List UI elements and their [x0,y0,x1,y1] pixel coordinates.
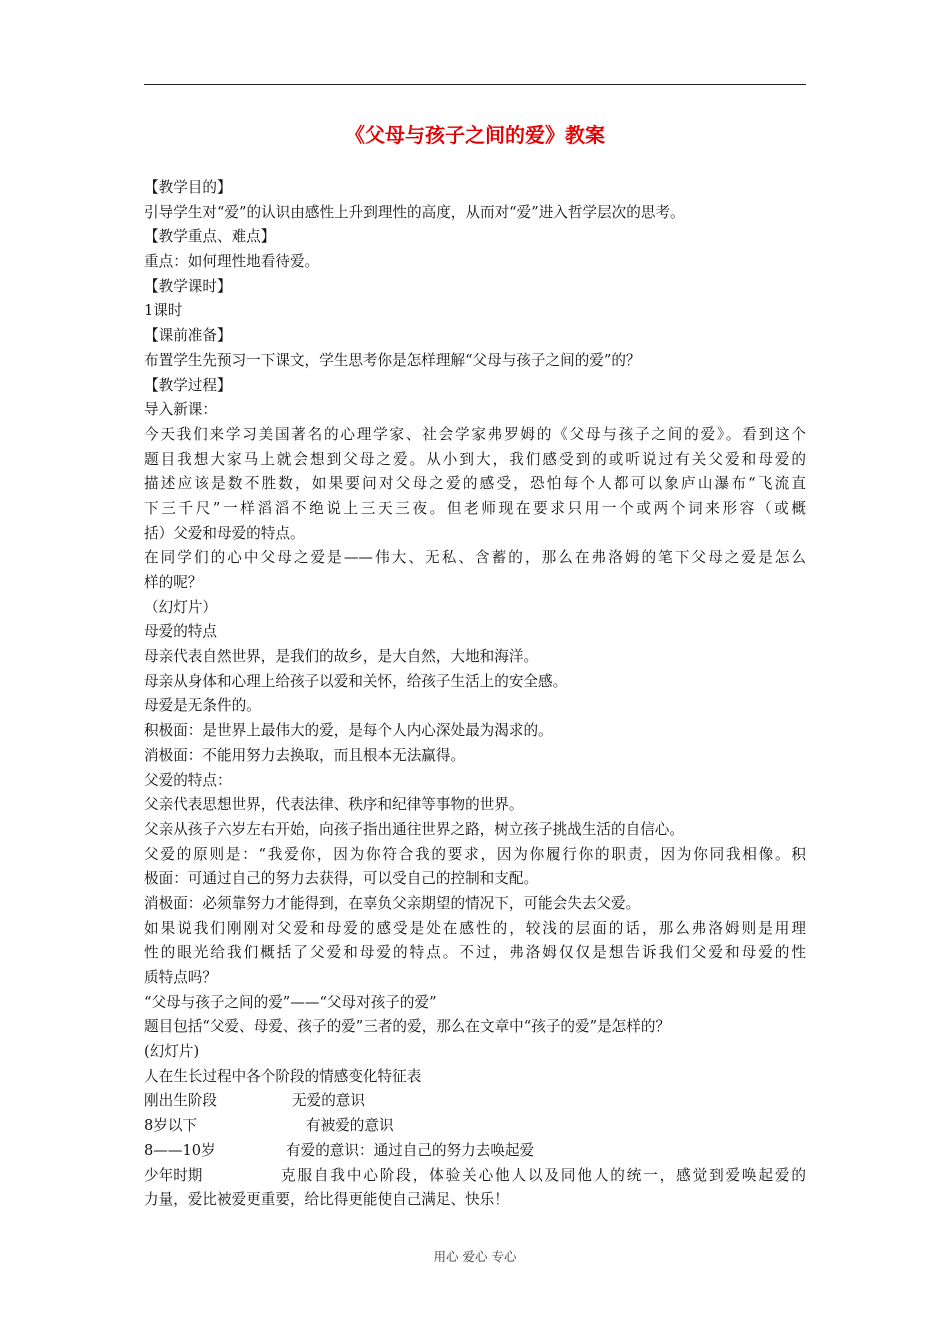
stage-table-title: 人在生长过程中各个阶段的情感变化特征表 [144,1067,422,1085]
objective-text: 引导学生对“爱”的认识由感性上升到理性的高度，从而对“爱”进入哲学层次的思考。 [144,203,685,221]
slide-note: （幻灯片） [144,598,217,616]
mother-love-title: 母爱的特点 [144,623,217,641]
mother-love-point: 消极面：不能用努力去换取，而且根本无法赢得。 [144,746,466,764]
father-love-point: 消极面：必须靠努力才能得到，在辜负父亲期望的情况下，可能会失去父爱。 [144,894,641,912]
mother-love-point: 母爱是无条件的。 [144,697,261,715]
intro-line: 括）父爱和母爱的特点。 [144,524,305,542]
analysis-line: 如果说我们刚刚对父爱和母爱的感受是处在感性的，较浅的层面的话，那么弗洛姆则是用理 [144,919,806,937]
slide-note: (幻灯片) [144,1043,200,1061]
section-heading-preparation: 【课前准备】 [144,327,232,345]
mother-love-point: 母亲从身体和心理上给孩子以爱和关怀，给孩子生活上的安全感。 [144,672,568,690]
stage-description: 有爱的意识：通过自己的努力去唤起爱 [286,1141,535,1159]
analysis-line: 质特点吗？ [144,969,217,986]
analysis-line: 性的眼光给我们概括了父爱和母爱的特点。不过，弗洛姆仅仅是想告诉我们父爱和母爱的性 [144,944,806,962]
stage-name: 8——10岁 [144,1141,216,1159]
intro-label: 导入新课： [144,401,217,419]
father-love-point: 父亲从孩子六岁左右开始，向孩子指出通往世界之路，树立孩子挑战生活的自信心。 [144,820,684,838]
stage-row [144,1139,806,1164]
key-points-text: 重点：如何理性地看待爱。 [144,253,320,271]
stage-description: 无爱的意识 [292,1092,365,1110]
document-body [144,176,806,1213]
page-footer: 用心 爱心 专心 [433,1249,517,1264]
quote-line: “父母与孩子之间的爱”——“父母对孩子的爱” [144,993,437,1011]
stage-name: 8岁以下 [144,1117,198,1135]
topic-line: 题目包括“父爱、母爱、孩子的爱”三者的爱，那么在文章中“孩子的爱”是怎样的？ [144,1018,671,1036]
intro-line: 描述应该是数不胜数，如果要问对父母之爱的感受，恐怕每个人都可以象庐山瀑布“飞流直 [144,475,806,493]
section-heading-class-hours: 【教学课时】 [144,277,232,295]
stage-description: 有被爱的意识 [306,1117,394,1135]
father-love-title: 父爱的特点： [144,771,232,789]
intro-line: 今天我们来学习美国著名的心理学家、社会学家弗罗姆的《父母与孩子之间的爱》。看到这个 [144,425,806,443]
question-line: 样的呢？ [144,574,203,591]
intro-line: 下三千尺”一样滔滔不绝说上三天三夜。但老师现在要求只用一个或两个词来形容（或概 [144,499,806,517]
father-love-point: 父爱的原则是：“我爱你，因为你符合我的要求，因为你履行你的职责，因为你同我相像。积 [144,845,806,863]
father-love-point: 父亲代表思想世界，代表法律、秩序和纪律等事物的世界。 [144,796,524,814]
document-title: 《父母与孩子之间的爱》教案 [345,123,605,147]
question-line: 在同学们的心中父母之爱是——伟大、无私、含蓄的，那么在弗洛姆的笔下父母之爱是怎么 [144,549,806,567]
section-heading-key-points: 【教学重点、难点】 [144,228,276,246]
section-heading-process: 【教学过程】 [144,376,232,394]
mother-love-point: 母亲代表自然世界，是我们的故乡，是大自然，大地和海洋。 [144,648,539,666]
stage-row [144,1114,806,1139]
stage-description: 克服自我中心阶段，体验关心他人以及同他人的统一，感觉到爱唤起爱的 [281,1166,806,1184]
section-heading-objective: 【教学目的】 [144,179,232,196]
stage-row [144,1164,806,1189]
header-rule [144,84,806,85]
stage-description-continued: 力量，爱比被爱更重要，给比得更能使自己满足、快乐！ [144,1191,509,1209]
class-hours-text: 1课时 [144,302,183,320]
stage-row [144,1089,806,1114]
preparation-text: 布置学生先预习一下课文，学生思考你是怎样理解“父母与孩子之间的爱”的？ [144,351,641,369]
father-love-point: 极面：可通过自己的努力去获得，可以受自己的控制和支配。 [144,870,539,888]
stage-name: 少年时期 [144,1166,203,1184]
stage-name: 刚出生阶段 [144,1092,217,1110]
intro-line: 题目我想大家马上就会想到父母之爱。从小到大，我们感受到的或听说过有关父爱和母爱的 [144,450,806,468]
mother-love-point: 积极面：是世界上最伟大的爱，是每个人内心深处最为渴求的。 [144,722,553,740]
